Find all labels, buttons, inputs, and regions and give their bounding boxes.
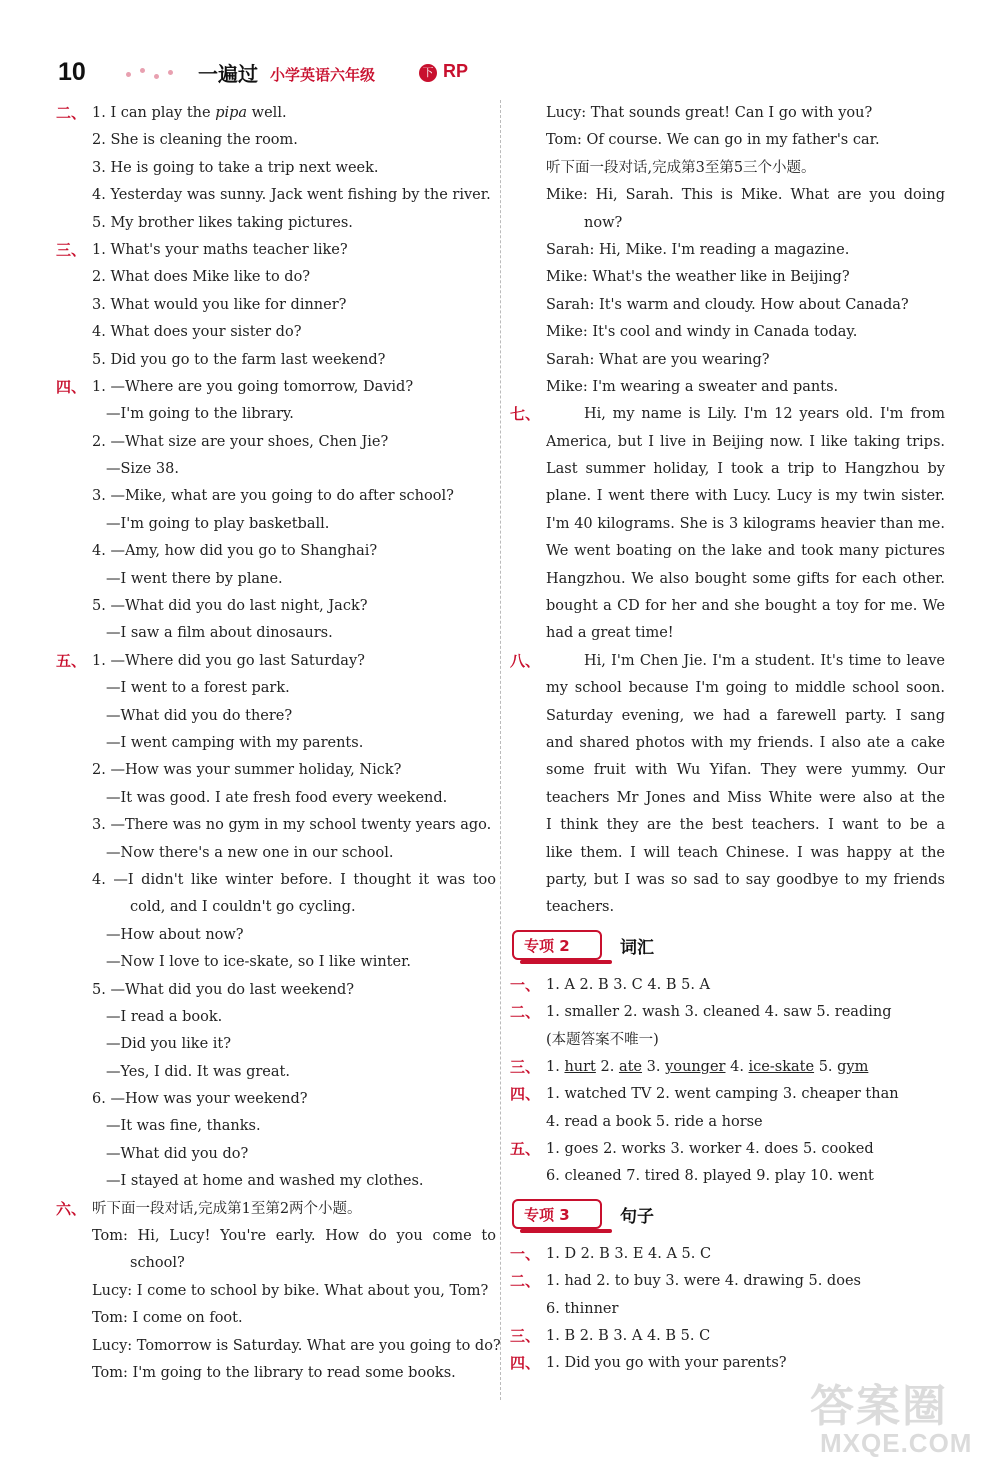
answer-text: 听下面一段对话,完成第3至第5三个小题。 [546,159,816,176]
answer-text: teachers. [546,899,615,916]
answer-text: 6. cleaned 7. tired 8. played 9. play 10. went [546,1168,874,1185]
answer-text: 1. had 2. to buy 3. were 4. drawing 5. does [546,1273,861,1290]
answer-text: Sarah: What are you wearing? [546,351,770,368]
answer-text: Hi, my name is Lily. I'm 12 years old. I'm from [584,406,945,423]
answer-text: 1. —Where are you going tomorrow, David? [92,378,414,395]
answer-text: Hi, I'm Chen Jie. I'm a student. It's time to leave [584,652,945,669]
answer-line [56,922,496,949]
answer-text: 1. goes 2. works 3. worker 4. does 5. cooked [546,1141,874,1158]
answer-line [56,100,496,127]
answer-line [56,977,496,1004]
answer-text: some fruit with Wu Yifan. They were yummy. Our [546,762,945,779]
answer-line [56,292,496,319]
answer-text: —Now I love to ice-skate, so I like winter. [106,954,412,971]
answer-text: —I'm going to play basketball. [106,515,330,532]
answer-line [56,757,496,784]
answer-line [56,210,496,237]
answer-text: school? [130,1255,185,1272]
answer-line [510,999,945,1026]
answer-text: 1. watched TV 2. went camping 3. cheaper than [546,1086,899,1103]
answer-line [510,620,945,647]
answer-line [510,155,945,182]
answer-line [56,1168,496,1195]
answer-line [510,840,945,867]
book-subtitle: 小学英语六年级 [270,66,376,84]
answer-text: and shared photos with my friends. I also ate a cake [546,734,945,751]
question-number: 二、 [56,104,87,122]
answer-text: Tom: I'm going to the library to read some books. [92,1364,456,1381]
question-number: 四、 [56,377,87,396]
answer-line [56,1360,496,1387]
question-number: 一、 [510,975,541,994]
answer-text: Mike: What's the weather like in Beijing? [546,269,850,286]
answer-line [56,867,496,894]
question-number: 四、 [510,1354,541,1373]
answer-text: —What did you do there? [106,707,293,724]
answer-line [510,1323,945,1350]
answer-line [510,401,945,428]
question-number: 五、 [56,651,87,670]
answer-line [56,1250,496,1277]
right-top-answers [510,100,945,922]
answer-text: —What did you do? [106,1145,249,1162]
answer-text: 6. thinner [546,1300,619,1317]
answer-text: —I saw a film about dinosaurs. [106,625,333,642]
section-tag: 专项 2 [512,930,602,960]
answer-text: —Size 38. [106,461,179,478]
answer-line [56,511,496,538]
answer-text: my school because I'm going to middle school soon. [546,680,945,697]
answer-text: party, but I was so sad to say goodbye to my friends [546,871,945,888]
answer-text: Lucy: That sounds great! Can I go with you? [546,105,873,121]
answer-line [510,456,945,483]
answer-text: Tom: Hi, Lucy! You're early. How do you come to [92,1228,496,1245]
question-number: 二、 [510,1272,541,1291]
answer-line [510,538,945,565]
left-column [56,100,501,1387]
section-title: 句子 [620,1206,654,1227]
answer-line [510,566,945,593]
answer-line [56,1059,496,1086]
section-title: 词汇 [620,937,654,958]
answer-text: —I went to a forest park. [106,680,290,697]
question-number: 八、 [510,651,541,670]
answer-line [56,620,496,647]
section-2-header [510,930,945,966]
page-number: 10 [58,58,86,86]
answer-text: —Yes, I did. It was great. [106,1063,290,1080]
answer-line [56,949,496,976]
page-header [58,58,478,90]
answer-text: I think they are the best teachers. I want to be a [546,817,945,834]
answer-line [56,237,496,264]
answer-text: America, but I live in Beijing now. I like taking trips. [546,433,945,450]
answer-text: Last summer holiday, I took a trip to Hangzhou by [546,461,945,478]
answer-line [510,1081,945,1108]
answer-line [56,1113,496,1140]
answer-line [56,675,496,702]
answer-line [56,538,496,565]
answer-text: like them. I will teach Chinese. I was happy at the [546,844,945,861]
answer-text: 1. A 2. B 3. C 4. B 5. A [546,976,711,993]
answer-line [56,785,496,812]
answer-line [56,127,496,154]
answer-line [510,1136,945,1163]
answer-text: 4. —I didn't like winter before. I thought it was too [92,871,496,888]
answer-text: bought a CD for her and she bought a toy for me. We [546,598,945,615]
question-number: 五、 [510,1140,541,1159]
answer-line [510,100,945,127]
answer-line [510,1109,945,1136]
answer-line [510,483,945,510]
answer-text: 4. What does your sister do? [92,324,302,341]
section-tag: 专项 3 [512,1199,602,1229]
answer-line [510,127,945,154]
answer-line [56,1333,501,1360]
answer-line [56,429,496,456]
answer-line [56,401,496,428]
answer-text: had a great time! [546,625,674,642]
answer-text: —It was fine, thanks. [106,1118,261,1135]
answer-text: I'm 40 kilograms. She is 3 kilograms heavier than me. [546,515,945,532]
answer-text: —I stayed at home and washed my clothes. [106,1173,424,1190]
answer-line [510,237,945,264]
answer-text: Mike: It's cool and windy in Canada today. [546,324,858,341]
answer-text: 1. hurt 2. ate 3. younger 4. ice-skate 5. gym [546,1058,869,1075]
answer-text: —I'm going to the library. [106,406,294,423]
answer-line [510,730,945,757]
answer-text: Sarah: Hi, Mike. I'm reading a magazine. [546,241,850,258]
answer-text: 1. Did you go with your parents? [546,1355,787,1372]
answer-text: Lucy: I come to school by bike. What about you, Tom? [92,1282,489,1299]
answer-line [510,593,945,620]
answer-line [510,292,945,319]
answer-text: 听下面一段对话,完成第1至第2两个小题。 [92,1200,362,1217]
answer-line [56,840,496,867]
answer-line [56,374,496,401]
answer-text: 1. B 2. B 3. A 4. B 5. C [546,1328,711,1345]
answer-line [510,1241,945,1268]
answer-line [56,812,496,839]
answer-line [56,1004,496,1031]
answer-text: Saturday evening, we had a farewell party. I sang [546,707,945,724]
answer-line [56,483,496,510]
answer-text: 1. I can play the pipa well. [92,105,287,121]
answer-line [510,972,945,999]
answer-text: —I went there by plane. [106,570,283,587]
answer-text: now? [584,214,623,231]
question-number: 七、 [510,405,541,424]
question-number: 三、 [510,1327,541,1346]
answer-line [510,264,945,291]
answer-text: 5. —What did you do last weekend? [92,981,355,998]
answer-line [56,1223,496,1250]
section-3-header [510,1199,945,1235]
answer-text: —How about now? [106,926,244,943]
answer-text: —I read a book. [106,1008,223,1025]
question-number: 六、 [56,1199,87,1218]
answer-line [510,1268,945,1295]
answer-text: 1. —Where did you go last Saturday? [92,652,365,669]
answer-line [510,648,945,675]
question-number: 三、 [56,240,87,259]
answer-line [510,757,945,784]
answer-line [56,730,496,757]
answer-line [56,648,496,675]
answer-line [510,894,945,921]
answer-line [56,155,496,182]
answer-text: 5. —What did you do last night, Jack? [92,598,368,615]
answer-line [510,347,945,374]
answer-line [510,1296,945,1323]
answer-text: 4. —Amy, how did you go to Shanghai? [92,543,378,560]
answer-line [510,210,945,237]
answer-text: 2. What does Mike like to do? [92,269,311,286]
answer-text: Lucy: Tomorrow is Saturday. What are you going to do? [92,1337,501,1354]
answer-text: We went boating on the lake and took many pictures [546,543,945,560]
column-divider [500,100,501,1400]
right-column [510,100,945,1378]
answer-text: 1. smaller 2. wash 3. cleaned 4. saw 5. reading [546,1004,892,1021]
answer-line [56,1305,496,1332]
answer-line [56,182,496,209]
question-number: 二、 [510,1003,541,1022]
answer-line [56,1196,496,1223]
answer-line [510,812,945,839]
answer-text: 2. —What size are your shoes, Chen Jie? [92,433,389,450]
answer-text: 3. He is going to take a trip next week. [92,159,379,176]
answer-text: cold, and I couldn't go cycling. [130,899,356,916]
answer-line [510,785,945,812]
brand-logo: 一遍过 [198,62,258,86]
answer-line [56,1086,496,1113]
answer-text: 3. —Mike, what are you going to do after school? [92,488,454,505]
answer-line [56,593,496,620]
answer-text: 3. —There was no gym in my school twenty years ago. [92,817,492,834]
question-number: 三、 [510,1057,541,1076]
answer-text: 3. What would you like for dinner? [92,296,347,313]
answer-line [56,264,496,291]
answer-line [56,319,496,346]
answer-text: —It was good. I ate fresh food every weekend. [106,789,448,806]
answer-line [56,1031,496,1058]
answer-line [510,511,945,538]
answer-text: 6. —How was your weekend? [92,1091,308,1108]
answer-text: 4. Yesterday was sunny. Jack went fishing by the river. [92,187,491,204]
answer-line [510,319,945,346]
answer-text: (本题答案不唯一) [546,1031,659,1048]
answer-line [510,1163,945,1190]
answer-text: 1. What's your maths teacher like? [92,241,348,258]
section-2-answers [510,972,945,1191]
answer-line [56,566,496,593]
answer-text: —I went camping with my parents. [106,734,364,751]
answer-text: —Did you like it? [106,1036,232,1053]
answer-text: Mike: Hi, Sarah. This is Mike. What are you doing [546,187,945,204]
watermark-logo: 答案圈 MXQE.COM [810,1381,973,1458]
answer-line [56,456,496,483]
section-3-answers [510,1241,945,1378]
edition-label: RP [443,61,469,81]
answer-line [56,894,496,921]
answer-text: plane. I went there with Lucy. Lucy is my twin sister. [546,488,945,505]
answer-line [510,429,945,456]
answer-line [510,703,945,730]
answer-text: 1. D 2. B 3. E 4. A 5. C [546,1245,712,1262]
answer-text: Tom: I come on foot. [92,1310,243,1327]
answer-text: 2. —How was your summer holiday, Nick? [92,762,402,779]
answer-text: teachers Mr Jones and Miss White were also at the [546,789,945,806]
answer-line [510,675,945,702]
answer-line [510,1054,945,1081]
volume-badge: 下 [419,64,437,82]
answer-text: —Now there's a new one in our school. [106,844,394,861]
answer-line [56,703,496,730]
answer-text: 5. My brother likes taking pictures. [92,214,353,231]
answer-line [510,374,945,401]
question-number: 一、 [510,1244,541,1263]
decoration-dots [126,66,186,82]
answer-text: 5. Did you go to the farm last weekend? [92,351,386,368]
answer-line [56,1141,496,1168]
answer-text: Mike: I'm wearing a sweater and pants. [546,378,839,395]
answer-text: Tom: Of course. We can go in my father's car. [546,132,880,149]
answer-line [510,1027,945,1054]
answer-line [510,182,945,209]
answer-text: Hangzhou. We also bought some gifts for each other. [546,570,945,587]
answer-line [56,347,496,374]
answer-line [56,1278,496,1305]
answer-line [510,867,945,894]
question-number: 四、 [510,1085,541,1104]
answer-text: Sarah: It's warm and cloudy. How about Canada? [546,296,909,313]
answer-text: 4. read a book 5. ride a horse [546,1113,763,1130]
answer-text: 2. She is cleaning the room. [92,132,298,149]
